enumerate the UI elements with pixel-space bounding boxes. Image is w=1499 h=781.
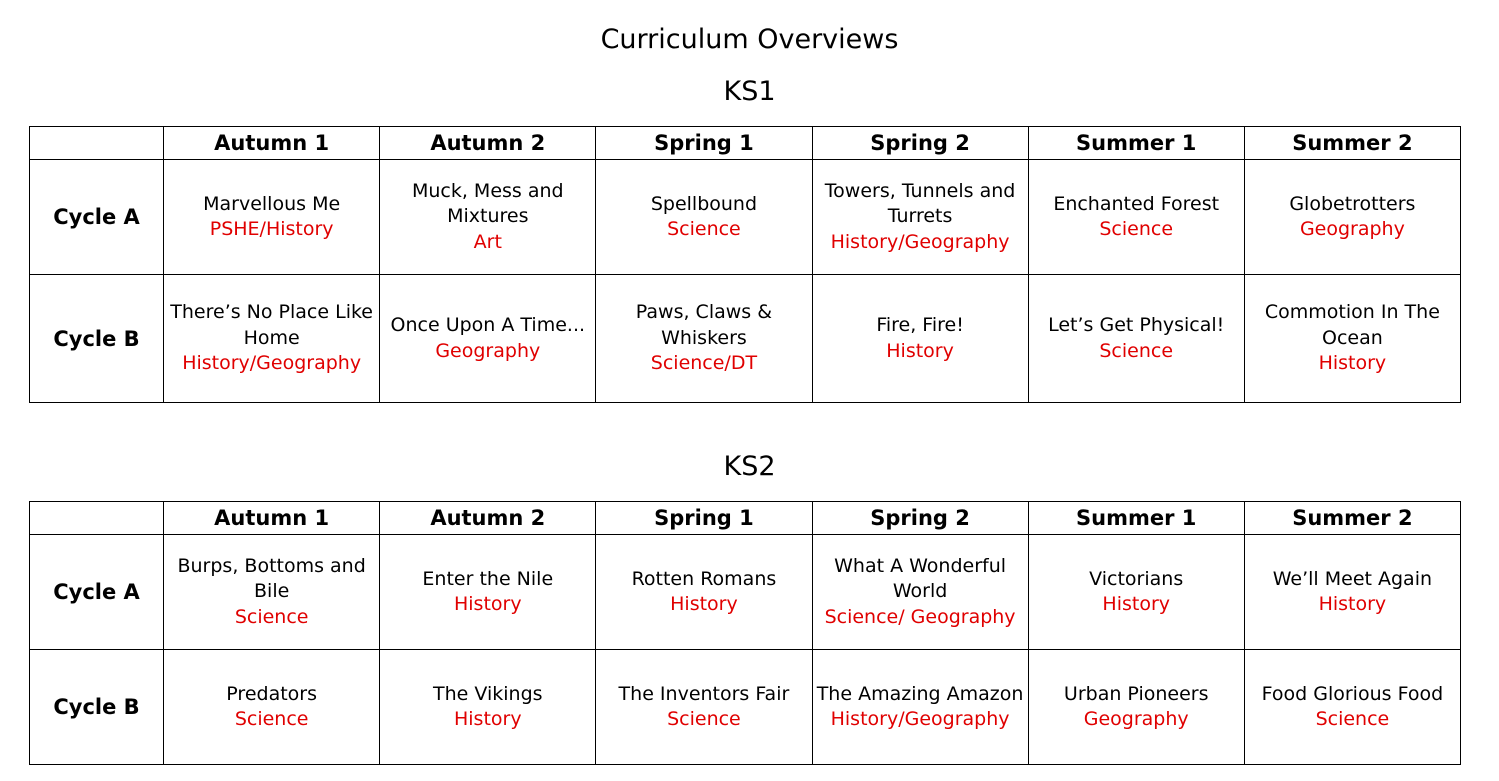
ks2-cycle-a-row xyxy=(30,535,1461,650)
subject-label: History xyxy=(453,593,522,615)
term-header: Spring 2 xyxy=(812,127,1028,160)
subject-label: Science xyxy=(1315,708,1390,730)
topic-name: Commotion In The Ocean xyxy=(1264,301,1440,349)
subject-label: Science xyxy=(234,605,309,628)
topic-name: Enter the Nile xyxy=(422,567,554,590)
topic-name: Victorians xyxy=(1089,567,1184,590)
topic-cell xyxy=(380,650,596,765)
term-header: Summer 1 xyxy=(1028,502,1244,535)
subject-label: Science/ Geography xyxy=(824,605,1016,628)
topic-cell xyxy=(1028,275,1244,403)
term-header: Spring 1 xyxy=(596,127,812,160)
subject-label: Geography xyxy=(1083,708,1189,730)
subject-label: Art xyxy=(473,230,502,253)
topic-name: Food Glorious Food xyxy=(1261,682,1444,705)
topic-name: The Vikings xyxy=(433,682,543,705)
ks1-cycle-a-row xyxy=(30,160,1461,275)
topic-name: Urban Pioneers xyxy=(1063,682,1209,705)
topic-cell xyxy=(164,275,380,403)
topic-cell xyxy=(596,535,812,650)
term-header: Summer 2 xyxy=(1244,502,1460,535)
term-header: Autumn 1 xyxy=(164,502,380,535)
subject-label: Science xyxy=(667,708,741,730)
subject-label: History xyxy=(453,708,522,730)
topic-name: What A Wonderful World xyxy=(834,554,1007,603)
term-header: Spring 2 xyxy=(812,502,1028,535)
subject-label: History xyxy=(1102,593,1171,615)
topic-cell xyxy=(1244,275,1460,403)
term-header: Autumn 2 xyxy=(380,127,596,160)
subject-label: History xyxy=(1318,352,1387,375)
corner-cell xyxy=(30,127,164,160)
topic-name: Globetrotters xyxy=(1289,192,1416,215)
topic-cell xyxy=(596,275,812,403)
cycle-label: Cycle B xyxy=(30,275,164,403)
subject-label: Geography xyxy=(435,339,541,362)
cycle-label: Cycle A xyxy=(30,160,164,275)
topic-name: Muck, Mess and Mixtures xyxy=(411,179,564,228)
topic-name: Fire, Fire! xyxy=(876,314,964,336)
subject-label: History xyxy=(670,593,738,615)
topic-name: Enchanted Forest xyxy=(1053,192,1220,215)
topic-cell xyxy=(1028,160,1244,275)
subject-label: Geography xyxy=(1299,218,1405,240)
topic-name: Spellbound xyxy=(650,192,758,215)
topic-cell xyxy=(596,160,812,275)
subject-label: Science xyxy=(1099,218,1174,240)
ks1-table xyxy=(29,126,1461,403)
ks2-cycle-b-row xyxy=(30,650,1461,765)
topic-cell xyxy=(164,650,380,765)
cycle-label: Cycle B xyxy=(30,650,164,765)
topic-cell xyxy=(812,650,1028,765)
page-title: Curriculum Overviews xyxy=(600,24,899,55)
subject-label: PSHE/History xyxy=(209,218,334,240)
topic-cell xyxy=(1244,650,1460,765)
term-header: Autumn 1 xyxy=(164,127,380,160)
ks1-cycle-b-row xyxy=(30,275,1461,403)
subject-label: History/Geography xyxy=(182,352,362,375)
topic-cell xyxy=(1244,535,1460,650)
ks2-header-row xyxy=(30,502,1461,535)
topic-name: Towers, Tunnels and Turrets xyxy=(824,179,1016,228)
topic-name: Predators xyxy=(226,682,317,705)
topic-name: The Amazing Amazon xyxy=(816,682,1024,705)
topic-name: There’s No Place Like Home xyxy=(170,301,373,349)
topic-name: Once Upon A Time... xyxy=(390,314,586,336)
topic-cell xyxy=(812,275,1028,403)
topic-cell xyxy=(1028,650,1244,765)
subject-label: Science xyxy=(234,708,309,730)
topic-cell xyxy=(164,535,380,650)
subject-label: History/Geography xyxy=(830,230,1010,253)
subject-label: Science/DT xyxy=(650,352,758,375)
topic-name: Let’s Get Physical! xyxy=(1048,314,1225,336)
topic-cell xyxy=(380,275,596,403)
topic-cell xyxy=(1244,160,1460,275)
topic-name: The Inventors Fair xyxy=(618,682,790,705)
term-header: Autumn 2 xyxy=(380,502,596,535)
term-header: Summer 1 xyxy=(1028,127,1244,160)
topic-name: Burps, Bottoms and Bile xyxy=(177,554,366,603)
ks1-heading: KS1 xyxy=(723,76,776,107)
cycle-label: Cycle A xyxy=(30,535,164,650)
term-header: Summer 2 xyxy=(1244,127,1460,160)
subject-label: Science xyxy=(1099,339,1174,362)
topic-cell xyxy=(596,650,812,765)
topic-cell xyxy=(812,160,1028,275)
topic-cell xyxy=(1028,535,1244,650)
topic-cell xyxy=(164,160,380,275)
subject-label: History/Geography xyxy=(830,708,1010,730)
ks2-heading: KS2 xyxy=(723,451,776,482)
topic-name: We’ll Meet Again xyxy=(1272,567,1433,590)
topic-cell xyxy=(380,535,596,650)
subject-label: History xyxy=(886,339,954,362)
ks2-table xyxy=(29,501,1461,765)
ks1-header-row xyxy=(30,127,1461,160)
topic-name: Paws, Claws & Whiskers xyxy=(635,301,773,349)
term-header: Spring 1 xyxy=(596,502,812,535)
corner-cell xyxy=(30,502,164,535)
subject-label: History xyxy=(1318,593,1387,615)
topic-cell xyxy=(380,160,596,275)
topic-name: Rotten Romans xyxy=(631,567,777,590)
subject-label: Science xyxy=(667,218,741,240)
topic-name: Marvellous Me xyxy=(203,192,341,215)
topic-cell xyxy=(812,535,1028,650)
